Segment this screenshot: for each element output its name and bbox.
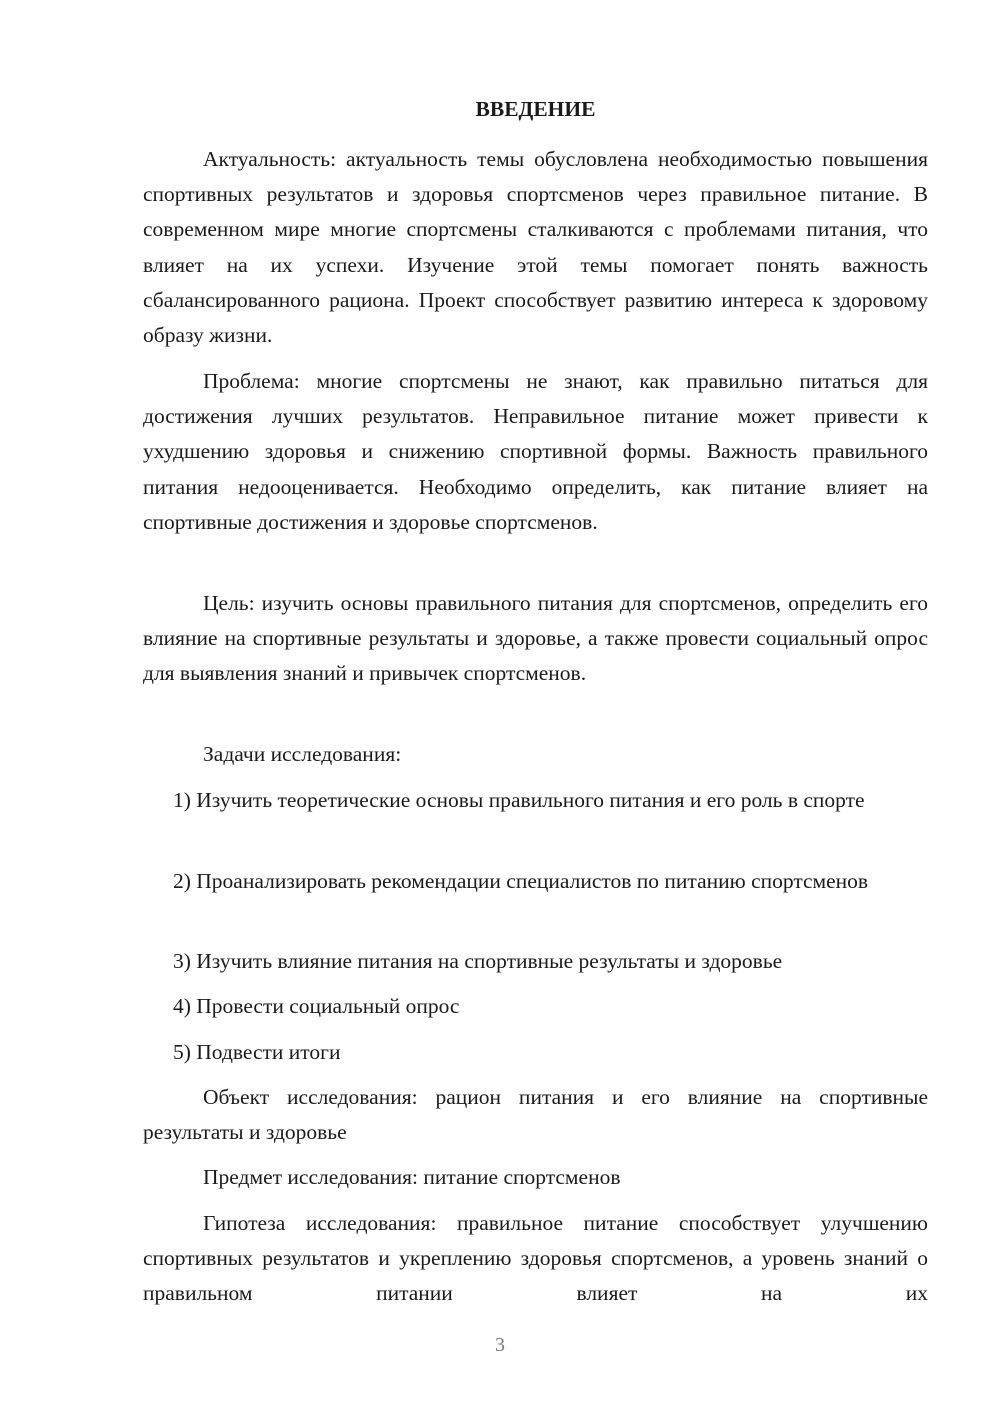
paragraph-object: Объект исследования: рацион питания и его влияние на спортивные результаты и здоровье <box>143 1085 928 1145</box>
task-item-2: 2) Проанализировать рекомендации специалистов по питанию спортсменов <box>173 869 869 893</box>
task-item-5: 5) Подвести итоги <box>173 1040 341 1064</box>
task-item-1: 1) Изучить теоретические основы правильного питания и его роль в спорте <box>173 788 865 812</box>
task-item-3: 3) Изучить влияние питания на спортивные результаты и здоровье <box>173 949 783 973</box>
task-item-4: 4) Провести социальный опрос <box>173 994 460 1018</box>
page-number: 3 <box>495 1334 505 1356</box>
paragraph-problem: Проблема: многие спортсмены не знают, как правильно питаться для достижения лучших результатов. Неправильное питание может привести к ухудшению здоровья и снижению спортивной формы. Важность правильного питания недооценивается. Необходимо определить, как питание влияет на спортивные достижения и здоровье спортсменов. <box>143 369 928 534</box>
paragraph-relevance: Актуальность: актуальность темы обусловлена необходимостью повышения спортивных результатов и здоровья спортсменов через правильное питание. В современном мире многие спортсмены сталкиваются с проблемами питания, что влияет на их успехи. Изучение этой темы помогает понять важность сбалансированного рациона. Проект способствует развитию интереса к здоровому образу жизни. <box>143 147 928 348</box>
tasks-heading: Задачи исследования: <box>203 742 402 766</box>
paragraph-subject: Предмет исследования: питание спортсменов <box>203 1165 621 1189</box>
paragraph-hypothesis: Гипотеза исследования: правильное питание способствует улучшению спортивных результатов и укреплению здоровья спортсменов, а уровень знаний о правильном питании влияет на их <box>143 1211 928 1306</box>
document-title: ВВЕДЕНИЕ <box>475 97 596 121</box>
paragraph-goal: Цель: изучить основы правильного питания для спортсменов, определить его влияние на спортивные результаты и здоровье, а также провести социальный опрос для выявления знаний и привычек спортсменов. <box>143 591 928 686</box>
